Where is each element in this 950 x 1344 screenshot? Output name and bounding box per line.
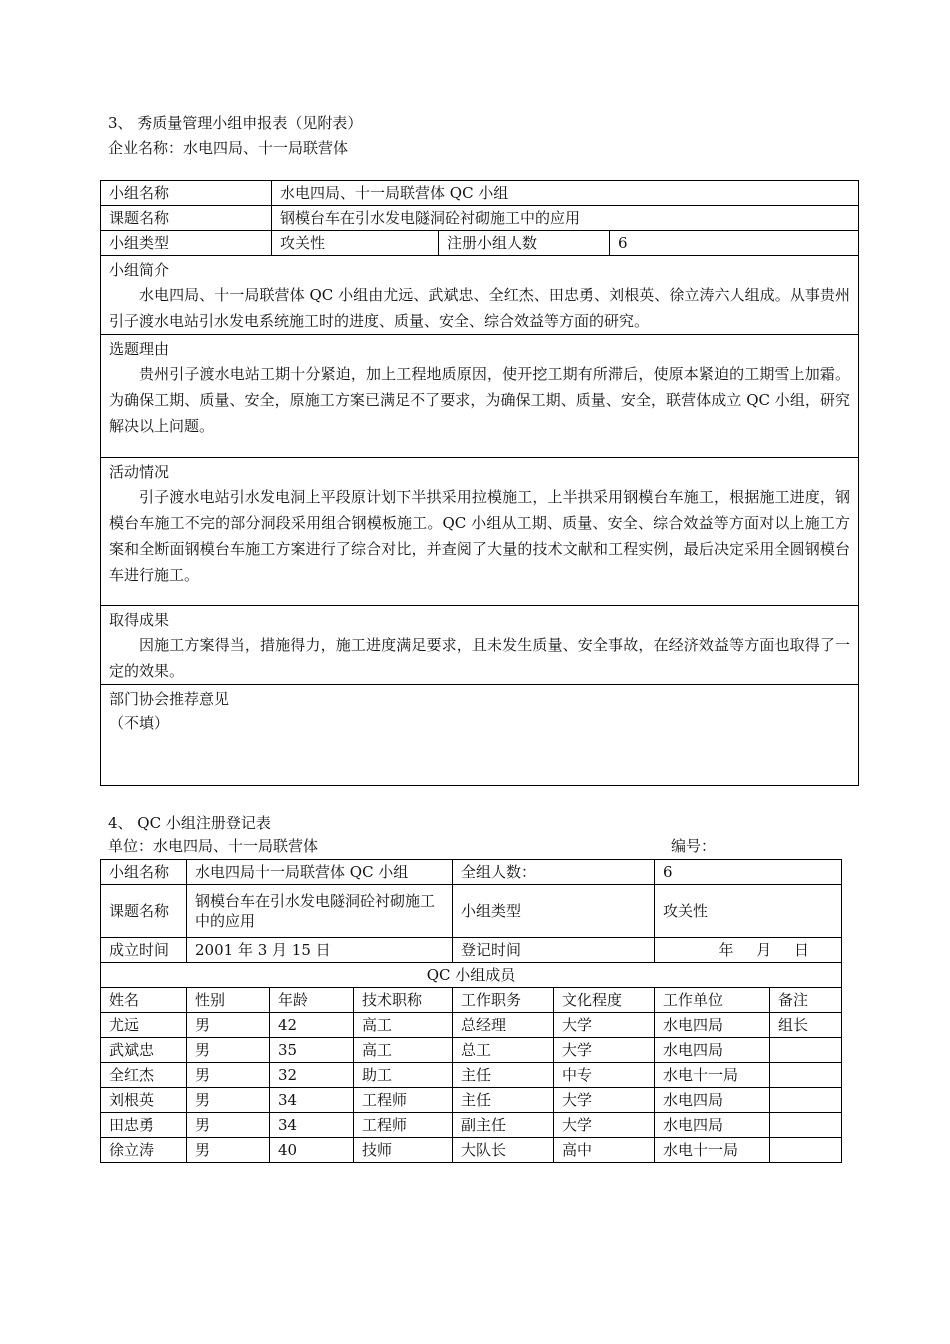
table-row [101, 685, 859, 786]
table-row [101, 1113, 842, 1138]
reason-section [101, 335, 859, 458]
table-row [101, 885, 842, 938]
member-cell: 34 [270, 1088, 354, 1113]
member-cell: 工程师 [354, 1088, 453, 1113]
number-label: 编号： [671, 837, 717, 855]
reason-text: 贵州引子渡水电站工期十分紧迫，加上工程地质原因，使开挖工期有所滞后，使原本紧迫的工期雪上加霜。为确保工期、质量、安全，原施工方案已满足不了要求，为确保工期、质量、安全，联营体成立 QC 小组，研究解决以上问题。 [109, 365, 851, 435]
member-cell: 总经理 [453, 1013, 554, 1038]
member-cell: 主任 [453, 1063, 554, 1088]
dept-text: （不填） [109, 714, 170, 732]
reg-group-name-value: 水电四局十一局联营体 QC 小组 [187, 860, 453, 885]
result-section [101, 606, 859, 685]
table-row [101, 458, 859, 606]
member-cell: 大学 [554, 1038, 655, 1063]
activity-label: 活动情况 [109, 463, 170, 481]
total-members-label: 全组人数： [453, 860, 655, 885]
member-cell: 大学 [554, 1113, 655, 1138]
table-row [101, 231, 859, 256]
group-name-value: 水电四局、十一局联营体 QC 小组 [272, 181, 859, 206]
member-cell: 40 [270, 1138, 354, 1163]
table-row [101, 206, 859, 231]
result-label: 取得成果 [109, 611, 170, 629]
col-header: 姓名 [101, 988, 187, 1013]
unit-name: 单位：水电四局、十一局联营体 [108, 837, 319, 855]
table-row [101, 606, 859, 685]
member-cell: 35 [270, 1038, 354, 1063]
member-cell: 水电四局 [655, 1088, 770, 1113]
founded-value: 2001 年 3 月 15 日 [187, 938, 453, 963]
member-cell: 刘根英 [101, 1088, 187, 1113]
table-row [101, 938, 842, 963]
dept-label: 部门协会推荐意见 [109, 690, 230, 708]
member-cell [770, 1113, 842, 1138]
table-row [101, 335, 859, 458]
topic-label: 课题名称 [101, 206, 272, 231]
qc-application-table [100, 180, 859, 786]
member-cell: 尤远 [101, 1013, 187, 1038]
col-header: 文化程度 [554, 988, 655, 1013]
member-cell: 34 [270, 1113, 354, 1138]
member-cell: 水电四局 [655, 1113, 770, 1138]
col-header: 性别 [187, 988, 270, 1013]
member-cell: 大队长 [453, 1138, 554, 1163]
group-name-label: 小组名称 [101, 181, 272, 206]
member-cell: 助工 [354, 1063, 453, 1088]
table-row [101, 256, 859, 335]
member-cell: 水电十一局 [655, 1063, 770, 1088]
register-label: 登记时间 [453, 938, 655, 963]
member-cell: 武斌忠 [101, 1038, 187, 1063]
col-header: 工作职务 [453, 988, 554, 1013]
member-cell: 男 [187, 1113, 270, 1138]
member-cell: 中专 [554, 1063, 655, 1088]
table-row [101, 1038, 842, 1063]
member-cell: 男 [187, 1138, 270, 1163]
company-name: 企业名称：水电四局、十一局联营体 [108, 139, 349, 157]
intro-section [101, 256, 859, 335]
reg-group-name-label: 小组名称 [101, 860, 187, 885]
member-cell: 男 [187, 1038, 270, 1063]
member-cell: 大学 [554, 1013, 655, 1038]
member-cell: 全红杰 [101, 1063, 187, 1088]
col-header: 备注 [770, 988, 842, 1013]
member-count-label: 注册小组人数 [439, 231, 610, 256]
table-row [101, 1063, 842, 1088]
col-header: 技术职称 [354, 988, 453, 1013]
member-cell [770, 1063, 842, 1088]
activity-section [101, 458, 859, 606]
section-3-heading: 3、 秀质量管理小组申报表（见附表） [108, 114, 363, 132]
register-value: 年 月 日 [655, 938, 842, 963]
member-cell: 水电四局 [655, 1013, 770, 1038]
member-cell: 田忠勇 [101, 1113, 187, 1138]
member-cell [770, 1088, 842, 1113]
reg-topic-label: 课题名称 [101, 885, 187, 938]
members-title: QC 小组成员 [101, 963, 842, 988]
table-row [101, 860, 842, 885]
member-cell: 男 [187, 1063, 270, 1088]
member-cell [770, 1038, 842, 1063]
member-cell: 42 [270, 1013, 354, 1038]
member-cell: 男 [187, 1088, 270, 1113]
activity-text: 引子渡水电站引水发电洞上平段原计划下半拱采用拉模施工，上半拱采用钢模台车施工，根据施工进度，钢模台车施工不完的部分洞段采用组合钢模板施工。QC 小组从工期、质量、安全、综合效益等方面对以上施工方案和全断面钢模台车施工方案进行了综合对比，并查阅了大量的技术文献和工程实例，最后决定采用全圆钢模台车进行施工。 [109, 488, 851, 584]
member-cell: 大学 [554, 1088, 655, 1113]
table-row [101, 1138, 842, 1163]
table-row [101, 1088, 842, 1113]
member-cell: 水电四局 [655, 1038, 770, 1063]
member-cell: 主任 [453, 1088, 554, 1113]
table-row [101, 1013, 842, 1038]
founded-label: 成立时间 [101, 938, 187, 963]
reg-topic-value: 钢模台车在引水发电隧洞砼衬砌施工中的应用 [187, 885, 453, 938]
qc-registration-table [100, 859, 842, 1163]
member-cell: 工程师 [354, 1113, 453, 1138]
member-header-row [101, 988, 842, 1013]
reg-type-value: 攻关性 [655, 885, 842, 938]
result-text: 因施工方案得当，措施得力，施工进度满足要求，且未发生质量、安全事故，在经济效益等方面也取得了一定的效果。 [109, 636, 851, 680]
member-cell: 总工 [453, 1038, 554, 1063]
group-type-label: 小组类型 [101, 231, 272, 256]
member-cell: 徐立涛 [101, 1138, 187, 1163]
table-row [101, 181, 859, 206]
member-cell: 副主任 [453, 1113, 554, 1138]
member-cell: 32 [270, 1063, 354, 1088]
member-cell: 组长 [770, 1013, 842, 1038]
member-cell: 水电十一局 [655, 1138, 770, 1163]
topic-value: 钢模台车在引水发电隧洞砼衬砌施工中的应用 [272, 206, 859, 231]
table-row [101, 963, 842, 988]
member-cell: 高工 [354, 1038, 453, 1063]
intro-label: 小组简介 [109, 261, 170, 279]
member-cell: 技师 [354, 1138, 453, 1163]
intro-text: 水电四局、十一局联营体 QC 小组由尤远、武斌忠、全红杰、田忠勇、刘根英、徐立涛六人组成。从事贵州引子渡水电站引水发电系统施工时的进度、质量、安全、综合效益等方面的研究。 [109, 286, 851, 330]
member-cell: 高中 [554, 1138, 655, 1163]
reg-type-label: 小组类型 [453, 885, 655, 938]
reason-label: 选题理由 [109, 340, 170, 358]
col-header: 年龄 [270, 988, 354, 1013]
member-cell [770, 1138, 842, 1163]
col-header: 工作单位 [655, 988, 770, 1013]
member-cell: 男 [187, 1013, 270, 1038]
group-type-value: 攻关性 [272, 231, 439, 256]
total-members-value: 6 [655, 860, 842, 885]
dept-section [101, 685, 859, 786]
section-4-heading: 4、 QC 小组注册登记表 [108, 814, 271, 832]
member-cell: 高工 [354, 1013, 453, 1038]
member-count-value: 6 [610, 231, 859, 256]
